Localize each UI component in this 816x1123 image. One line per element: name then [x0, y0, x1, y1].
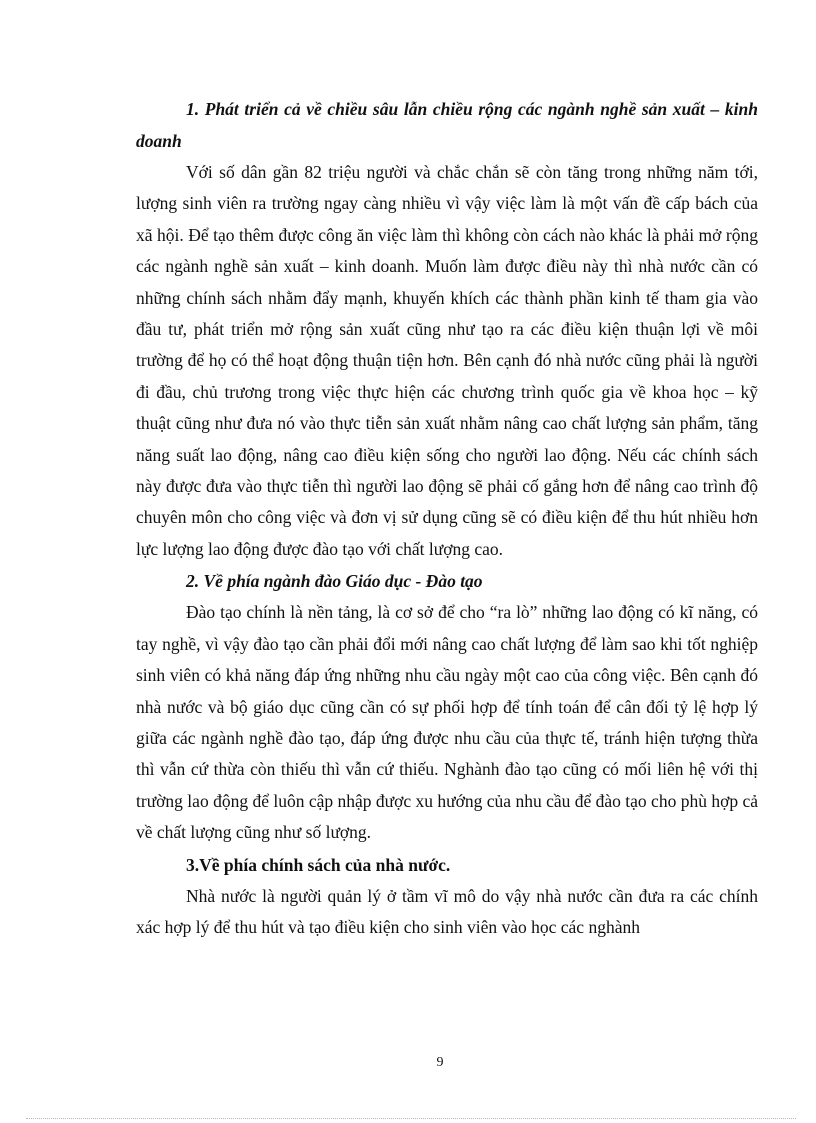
section-2-paragraph: Đào tạo chính là nền tảng, là cơ sở để cho “ra lò” những lao động có kĩ năng, có tay nghề, vì vậy đào tạo cần phải đổi mới nâng cao chất lượng để làm sao khi tốt nghiệp sinh viên có khả năng đáp ứng những nhu cầu ngày một cao của công việc. Bên cạnh đó nhà nước và bộ giáo dục cũng cần có sự phối hợp để tính toán để cân đối tỷ lệ hợp lý giữa các ngành nghề đào tạo, đáp ứng được nhu cầu của thực tế, tránh hiện tượng thừa thì vẫn cứ thừa còn thiếu thì vẫn cứ thiếu. Nghành đào tạo cũng có mối liên hệ với thị trường lao động để luôn cập nhập được xu hướng của nhu cầu để đào tạo cho phù hợp cả về chất lượng cũng như số lượng. [136, 602, 758, 843]
section-3-heading: 3.Về phía chính sách của nhà nước. [186, 854, 451, 875]
section-1-heading: 1. Phát triển cả về chiều sâu lẫn chiều rộng các ngành nghề sản xuất – kinh doanh [136, 99, 758, 151]
section-3-paragraph: Nhà nước là người quản lý ở tầm vĩ mô do vậy nhà nước cần đưa ra các chính xác hợp lý để thu hút và tạo điều kiện cho sinh viên vào học các nghành [136, 885, 758, 937]
page-bottom-divider [26, 1118, 796, 1119]
section-1-paragraph: Với số dân gần 82 triệu người và chắc chắn sẽ còn tăng trong những năm tới, lượng sinh viên ra trường ngay càng nhiều vì vậy việc làm là một vấn đề cấp bách của xã hội. Để tạo thêm được công ăn việc làm thì không còn cách nào khác là phải mở rộng các ngành nghề sản xuất – kinh doanh. Muốn làm được điều này thì nhà nước cần có những chính sách nhằm đẩy mạnh, khuyến khích các thành phần kinh tế tham gia vào đầu tư, phát triển mở rộng sản xuất cũng như tạo ra các điều kiện thuận lợi về môi trường để họ có thể hoạt động thuận tiện hơn. Bên cạnh đó nhà nước cũng phải là người đi đầu, chủ trương trong việc thực hiện các chương trình quốc gia về khoa học – kỹ thuật cũng như đưa nó vào thực tiễn sản xuất nhằm nâng cao chất lượng sản phẩm, tăng năng suất lao động, nâng cao điều kiện sống cho người lao động. Nếu các chính sách này được đưa vào thực tiễn thì người lao động sẽ phải cố gắng hơn để nâng cao trình độ chuyên môn cho công việc và đơn vị sử dụng cũng sẽ có điều kiện để thu hút nhiều hơn lực lượng lao động được đào tạo với chất lượng cao. [136, 162, 758, 559]
page-number: 9 [436, 1055, 444, 1070]
section-2-heading: 2. Về phía ngành đào Giáo dục - Đào tạo [186, 571, 483, 592]
page-content [136, 93, 758, 943]
